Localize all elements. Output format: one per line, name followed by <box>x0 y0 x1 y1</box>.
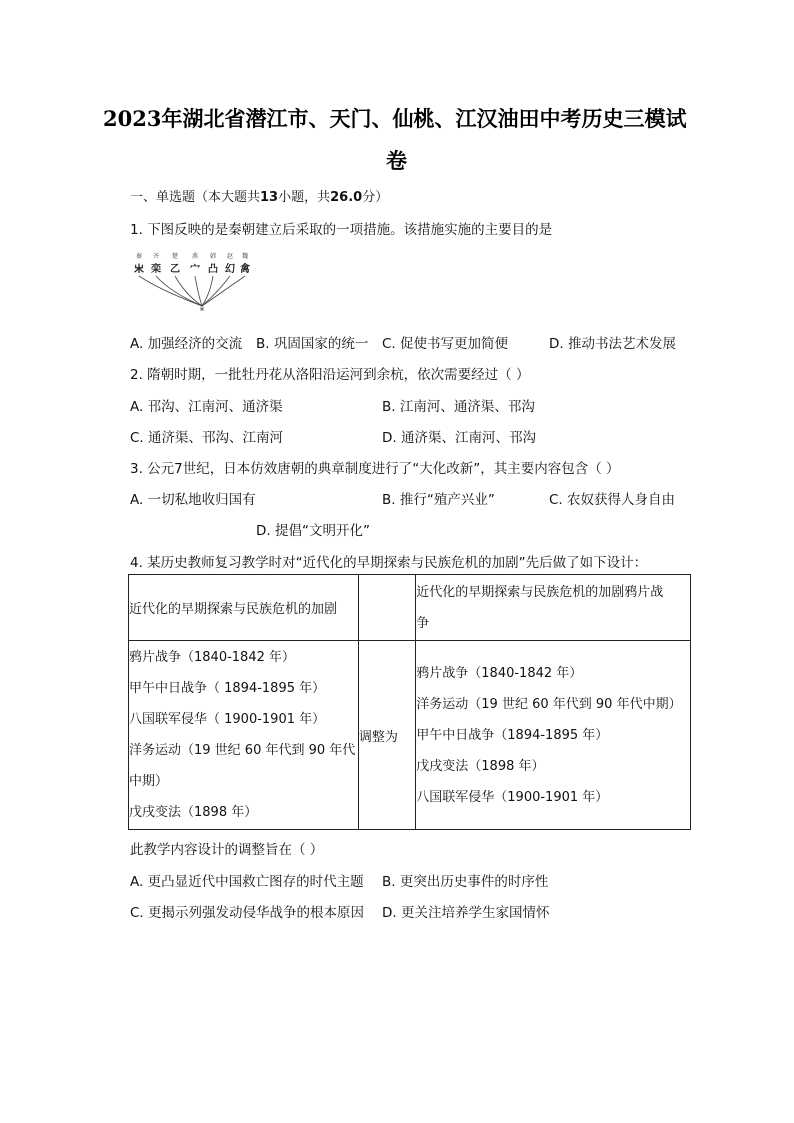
section-mid: 小题，共 <box>278 190 331 205</box>
q4-table-header-row <box>129 575 691 641</box>
glyph-qi: 栾 <box>151 264 161 275</box>
state-label-zhao: 赵 <box>226 253 234 260</box>
q4-left-item: 鸦片战争（1840-1842 年） <box>129 650 295 665</box>
q3-option-a: A. 一切私地收归国有 <box>130 492 256 508</box>
q4-table-body-row <box>129 641 691 830</box>
q3-option-c: C. 农奴获得人身自由 <box>549 492 676 508</box>
q4-left-item: 八国联军侵华（ 1900-1901 年） <box>129 712 326 727</box>
q4-header-right-line1: 近代化的早期探索与民族危机的加剧鸦片战 <box>416 584 664 600</box>
q4-table <box>128 574 691 830</box>
q4-option-b: B. 更突出历史事件的时序性 <box>382 874 549 890</box>
q1-script-unification-image <box>130 250 250 316</box>
target-script-glyph: ※ <box>199 306 205 312</box>
glyph-qin: 𣎵 <box>134 264 144 275</box>
state-label-wei: 魏 <box>241 253 249 260</box>
q4-body-left <box>129 641 359 830</box>
q4-follow-up: 此教学内容设计的调整旨在（ ） <box>130 842 324 858</box>
document-title-line2: 卷 <box>386 148 407 173</box>
section-count: 13 <box>260 190 279 205</box>
q2-option-c: C. 通济渠、邗沟、江南河 <box>130 430 284 446</box>
q4-stem: 4. 某历史教师复习教学时对“近代化的早期探索与民族危机的加剧”先后做了如下设计： <box>130 555 648 571</box>
section-suffix: 分） <box>362 190 389 205</box>
q4-body-middle <box>358 641 415 830</box>
q4-left-item: 中期） <box>129 774 169 789</box>
section-prefix: 一、单选题（本大题共 <box>130 190 261 205</box>
q1-option-d: D. 推动书法艺术发展 <box>549 336 676 352</box>
q2-option-a: A. 邗沟、江南河、通济渠 <box>130 399 283 415</box>
q4-body-right <box>416 641 691 830</box>
q1-option-c: C. 促使书写更加简便 <box>382 336 509 352</box>
q4-header-left-text: 近代化的早期探索与民族危机的加剧 <box>129 602 338 617</box>
section-score: 26.0 <box>330 190 363 205</box>
q2-stem: 2. 隋朝时期，一批牡丹花从洛阳沿运河到余杭，依次需要经过（ ） <box>130 367 530 383</box>
state-label-qin: 秦 <box>135 253 143 260</box>
q4-header-left <box>129 575 359 641</box>
q4-right-item: 戊戌变法（1898 年） <box>416 758 545 774</box>
q2-option-b: B. 江南河、通济渠、邗沟 <box>382 399 535 415</box>
q4-header-right <box>416 575 691 641</box>
q4-right-item: 甲午中日战争（1894-1895 年） <box>416 727 609 743</box>
state-label-qi: 齐 <box>152 253 160 260</box>
state-label-chu: 楚 <box>171 253 179 260</box>
q4-middle-text: 调整为 <box>358 729 398 745</box>
q4-option-d: D. 更关注培养学生家国情怀 <box>382 905 550 921</box>
glyph-zhao: 幻 <box>225 264 235 275</box>
state-label-yan: 燕 <box>191 253 199 260</box>
q1-option-a: A. 加强经济的交流 <box>130 336 243 352</box>
q1-stem: 1. 下图反映的是秦朝建立后采取的一项措施。该措施实施的主要目的是 <box>130 222 553 238</box>
glyph-chu: 乙 <box>170 264 180 275</box>
q2-option-d: D. 通济渠、江南河、邗沟 <box>382 430 536 446</box>
q4-right-item: 鸦片战争（1840-1842 年） <box>416 665 583 681</box>
section-header <box>130 186 388 205</box>
q4-right-item: 八国联军侵华（1900-1901 年） <box>416 789 609 805</box>
state-label-han: 韩 <box>209 253 217 260</box>
q4-left-item: 洋务运动（19 世纪 60 年代到 90 年代 <box>129 743 356 758</box>
q4-left-item: 戊戌变法（1898 年） <box>129 805 258 820</box>
q4-header-middle <box>358 575 415 641</box>
glyph-han: 凸 <box>208 264 218 275</box>
q3-option-d: D. 提倡“文明开化” <box>256 523 370 539</box>
q3-option-b: B. 推行“殖产兴业” <box>382 492 495 508</box>
q4-header-right-line2: 争 <box>416 615 430 631</box>
q4-option-a: A. 更凸显近代中国救亡图存的时代主题 <box>130 874 364 890</box>
glyph-wei: 禽 <box>240 264 250 275</box>
glyph-yan: 宀 <box>190 264 200 275</box>
document-title-line1: 2023年湖北省潜江市、天门、仙桃、江汉油田中考历史三模试 <box>103 106 687 131</box>
q4-left-item: 甲午中日战争（ 1894-1895 年） <box>129 681 326 696</box>
convergence-lines <box>139 276 245 306</box>
q4-right-item: 洋务运动（19 世纪 60 年代到 90 年代中期） <box>416 696 682 712</box>
q3-stem: 3. 公元7世纪，日本仿效唐朝的典章制度进行了“大化改新”，其主要内容包含（ ） <box>130 461 620 477</box>
q4-option-c: C. 更揭示列强发动侵华战争的根本原因 <box>130 905 365 921</box>
q1-option-b: B. 巩固国家的统一 <box>256 336 369 352</box>
